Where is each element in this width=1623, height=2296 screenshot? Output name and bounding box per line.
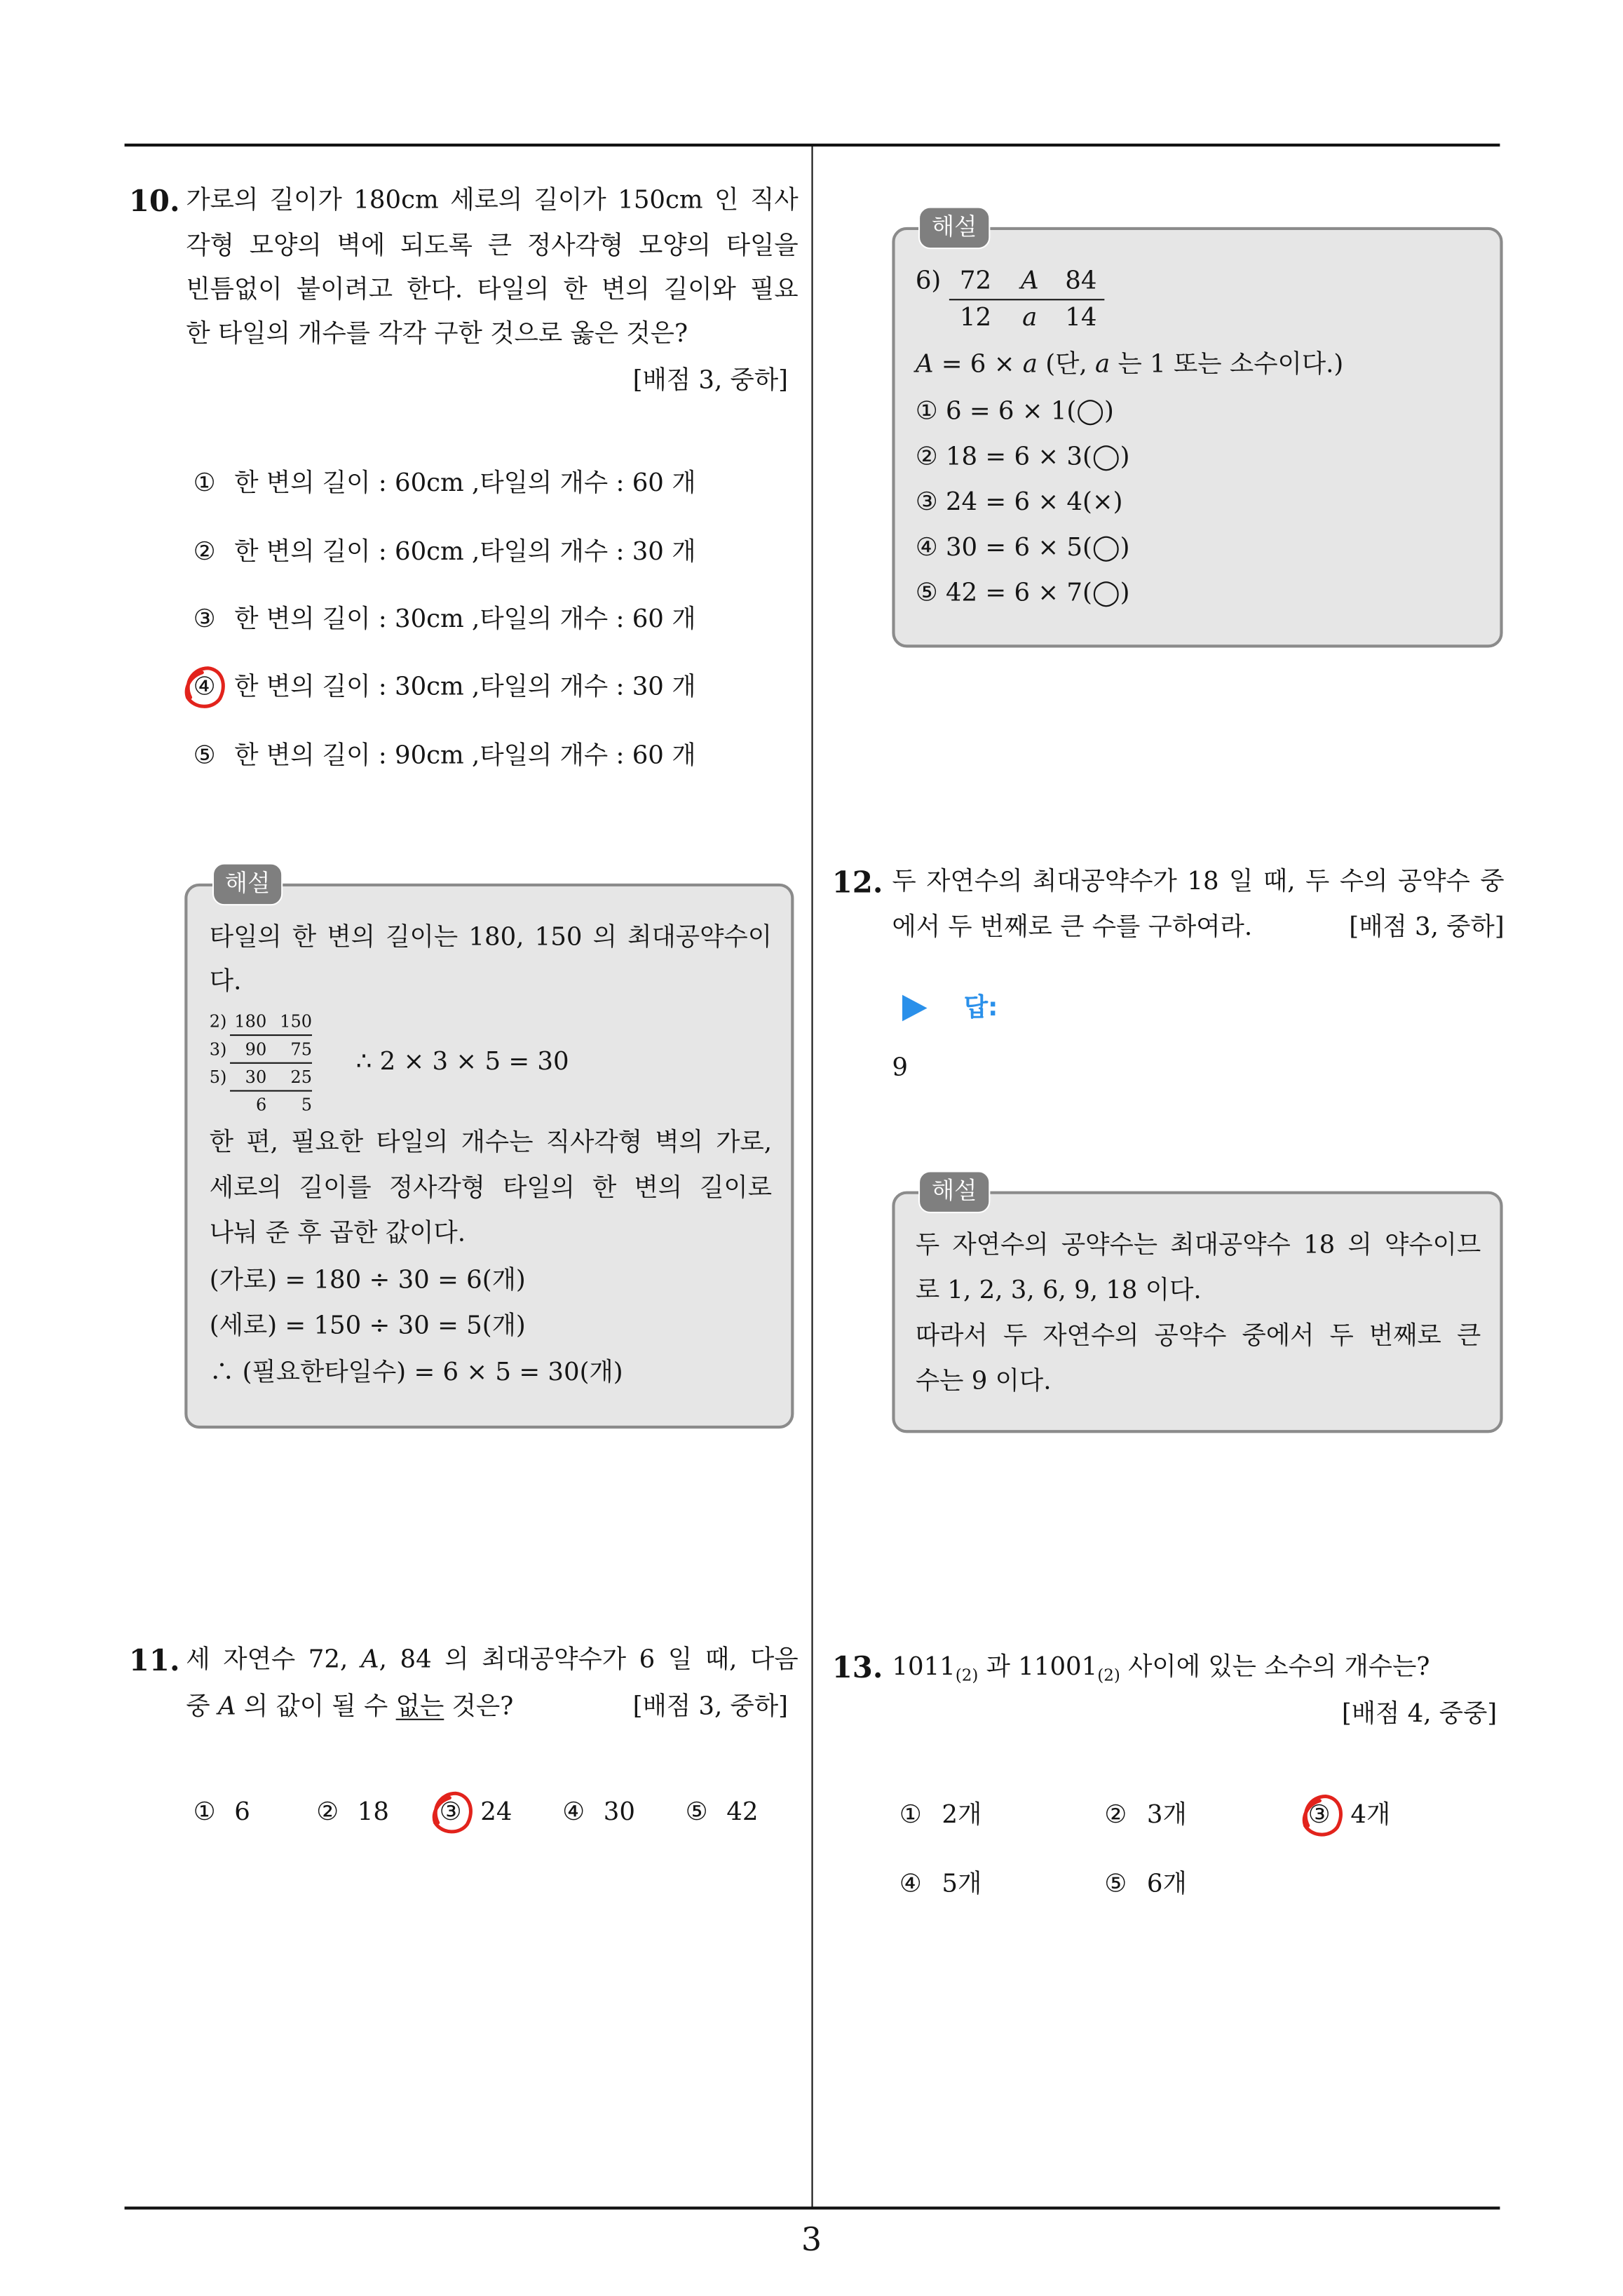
text-part: 세 자연수 72, xyxy=(186,1645,361,1675)
option-number: ① xyxy=(899,1800,922,1830)
text-part: = 6 × xyxy=(933,350,1023,380)
option-number: ④ xyxy=(899,1869,922,1899)
division-row xyxy=(210,1064,312,1092)
option-text: 24 xyxy=(480,1797,512,1828)
solution-check-line: ② 18 = 6 × 3(◯) xyxy=(915,442,1130,472)
option-number: ⑤ xyxy=(1104,1869,1127,1899)
division-row xyxy=(916,264,1105,300)
text-part: 중 xyxy=(186,1692,218,1722)
option-text: 한 변의 길이 : 90cm ,타일의 개수 : 60 개 xyxy=(234,741,696,771)
option-number: ② xyxy=(316,1797,339,1828)
division-result: ∴ 2 × 3 × 5 = 30 xyxy=(355,1047,569,1077)
solution-tab: 해설 xyxy=(918,207,990,250)
option-text: 한 변의 길이 : 60cm ,타일의 개수 : 60 개 xyxy=(234,468,696,499)
page-number: 3 xyxy=(801,2222,822,2260)
divisor: 3) xyxy=(209,1039,227,1060)
score-label: [배점 3, 중하] xyxy=(1349,912,1505,943)
solution-line: 타일의 한 변의 길이는 180, 150 의 최대공약수이 xyxy=(209,923,773,953)
question-text-line: 두 자연수의 최대공약수가 18 일 때, 두 수의 공약수 중 xyxy=(892,867,1505,897)
quotient-value: 75 xyxy=(290,1039,313,1060)
option-text: 한 변의 길이 : 60cm ,타일의 개수 : 30 개 xyxy=(234,537,696,567)
question-text-line: 에서 두 번째로 큰 수를 구하여라. xyxy=(892,912,1253,943)
divisor: 5) xyxy=(209,1067,227,1088)
score-label: [배점 3, 중하] xyxy=(632,1692,789,1722)
question-text-line: 빈틈없이 붙이려고 한다. 타일의 한 변의 길이와 필요 xyxy=(186,275,799,305)
option-text: 4개 xyxy=(1350,1800,1391,1830)
solution-tab: 해설 xyxy=(212,863,283,906)
math-variable: A xyxy=(360,1645,379,1675)
text-part: 것은? xyxy=(444,1692,514,1722)
option-number: ④ xyxy=(193,672,216,702)
quotient-value: 6 xyxy=(255,1094,267,1115)
answer-option xyxy=(1104,1863,1187,1907)
solution-check-line: ⑤ 42 = 6 × 7(◯) xyxy=(915,579,1130,609)
answer-option xyxy=(899,1863,982,1907)
question-number: 11. xyxy=(128,1642,180,1678)
answer-option xyxy=(193,666,696,710)
question-text-line: 한 타일의 개수를 각각 구한 것으로 옳은 것은? xyxy=(186,319,688,349)
quotient-value: a xyxy=(1022,303,1038,333)
option-number: ⑤ xyxy=(685,1797,708,1828)
option-number: ② xyxy=(193,537,216,567)
solution-line: 세로의 길이를 정사각형 타일의 한 변의 길이로 xyxy=(209,1173,773,1203)
answer-option xyxy=(562,1790,635,1835)
solution-line: (가로) = 180 ÷ 30 = 6(개) xyxy=(209,1266,526,1295)
solution-line: 수는 9 이다. xyxy=(915,1367,1052,1397)
bottom-rule xyxy=(125,2206,1500,2208)
text-part: , 84 의 최대공약수가 6 일 때, 다음 xyxy=(379,1645,799,1675)
option-number: ⑤ xyxy=(193,741,216,771)
base-subscript: (2) xyxy=(1097,1666,1120,1685)
base-subscript: (2) xyxy=(955,1666,979,1685)
quotient-value: 150 xyxy=(280,1011,313,1032)
math-variable: a xyxy=(1022,350,1038,380)
binary-number: 1011 xyxy=(892,1652,956,1682)
solution-line: 로 1, 2, 3, 6, 9, 18 이다. xyxy=(915,1276,1202,1306)
answer-option xyxy=(193,597,696,642)
option-text: 3개 xyxy=(1146,1800,1187,1830)
answer-option xyxy=(193,1790,250,1835)
question-text-line xyxy=(186,1638,798,1682)
option-text: 18 xyxy=(357,1797,390,1828)
option-number: ② xyxy=(1104,1800,1127,1830)
solution-line: (세로) = 150 ÷ 30 = 5(개) xyxy=(209,1311,526,1341)
question-text-line xyxy=(892,1645,1430,1689)
quotient-value: 90 xyxy=(245,1039,267,1060)
quotient-value: 84 xyxy=(1065,266,1097,297)
question-number: 10. xyxy=(128,183,180,219)
answer-option xyxy=(1104,1793,1187,1837)
option-number: ③ xyxy=(193,605,216,635)
gcd-division-table xyxy=(210,1008,312,1119)
option-text: 5개 xyxy=(942,1869,982,1899)
division-row xyxy=(210,1092,312,1120)
answer-option xyxy=(686,1790,759,1835)
division-row xyxy=(210,1008,312,1036)
division-row xyxy=(210,1036,312,1064)
solution-formula xyxy=(916,343,1343,387)
text-part: 사이에 있는 소수의 개수는? xyxy=(1120,1652,1430,1682)
question-number: 13. xyxy=(831,1649,883,1685)
math-variable: a xyxy=(1095,350,1111,380)
gcd-division-table xyxy=(916,264,1105,337)
score-label: [배점 4, 중중] xyxy=(1341,1699,1498,1729)
math-variable: A xyxy=(217,1692,236,1722)
text-part: 는 1 또는 소수이다.) xyxy=(1110,350,1344,380)
answer-mark-circle xyxy=(1298,1790,1347,1840)
division-row xyxy=(916,300,1105,337)
option-text: 42 xyxy=(726,1797,759,1828)
solution-line: 한 편, 필요한 타일의 개수는 직사각형 벽의 가로, xyxy=(209,1128,773,1158)
math-variable: A xyxy=(915,350,934,380)
answer-label: 답: xyxy=(963,993,998,1023)
quotient-value: 14 xyxy=(1065,303,1097,333)
answer-option xyxy=(193,734,696,778)
quotient-value: A xyxy=(1020,266,1039,297)
quotient-value: 25 xyxy=(290,1067,313,1088)
quotient-value: 180 xyxy=(234,1011,267,1032)
solution-line: 다. xyxy=(209,966,242,997)
answer-option xyxy=(899,1793,982,1837)
solution-line: 나눠 준 후 곱한 값이다. xyxy=(209,1219,466,1249)
quotient-value: 30 xyxy=(245,1067,267,1088)
question-text-line: 각형 모양의 벽에 되도록 큰 정사각형 모양의 타일을 xyxy=(186,231,799,261)
option-number: ③ xyxy=(439,1797,462,1828)
play-arrow-icon xyxy=(902,995,928,1022)
solution-check-line: ① 6 = 6 × 1(◯) xyxy=(915,397,1114,426)
answer-mark-circle xyxy=(180,662,230,712)
text-part: 과 11001 xyxy=(978,1652,1098,1682)
quotient-value: 72 xyxy=(959,266,992,297)
option-text: 한 변의 길이 : 30cm ,타일의 개수 : 60 개 xyxy=(234,605,696,635)
question-text-line: 가로의 길이가 180cm 세로의 길이가 150cm 인 직사 xyxy=(186,186,799,216)
solution-tab: 해설 xyxy=(918,1170,990,1213)
answer-option xyxy=(316,1790,389,1835)
quotient-value: 5 xyxy=(301,1094,313,1115)
option-number: ④ xyxy=(562,1797,585,1828)
divisor: 2) xyxy=(209,1011,227,1032)
question-text-line xyxy=(186,1685,513,1729)
option-text: 30 xyxy=(603,1797,636,1828)
score-label: [배점 3, 중하] xyxy=(632,366,789,396)
solution-line: 따라서 두 자연수의 공약수 중에서 두 번째로 큰 xyxy=(915,1321,1481,1351)
column-divider xyxy=(810,145,812,2208)
text-part: 의 값이 될 수 xyxy=(236,1692,396,1722)
answer-option xyxy=(193,461,696,506)
underlined-emphasis: 없는 xyxy=(395,1692,444,1722)
option-number: ① xyxy=(193,1797,216,1828)
solution-check-line: ④ 30 = 6 × 5(◯) xyxy=(915,533,1130,563)
option-text: 한 변의 길이 : 30cm ,타일의 개수 : 30 개 xyxy=(234,672,696,702)
quotient-value: 12 xyxy=(959,303,992,333)
option-number: ③ xyxy=(1308,1800,1331,1830)
solution-line: ∴ (필요한타일수) = 6 × 5 = 30(개) xyxy=(209,1358,623,1388)
solution-check-line: ③ 24 = 6 × 4(×) xyxy=(915,487,1123,518)
text-part: (단, xyxy=(1037,350,1096,380)
divisor: 6) xyxy=(915,266,942,297)
answer-option xyxy=(193,530,696,574)
option-text: 6 xyxy=(234,1797,250,1828)
option-number: ① xyxy=(193,468,216,499)
answer-value: 9 xyxy=(892,1053,909,1083)
option-text: 6개 xyxy=(1146,1869,1187,1899)
solution-line: 두 자연수의 공약수는 최대공약수 18 의 약수이므 xyxy=(915,1231,1481,1260)
option-text: 2개 xyxy=(942,1800,982,1830)
question-number: 12. xyxy=(831,864,883,900)
answer-mark-circle xyxy=(428,1788,477,1837)
